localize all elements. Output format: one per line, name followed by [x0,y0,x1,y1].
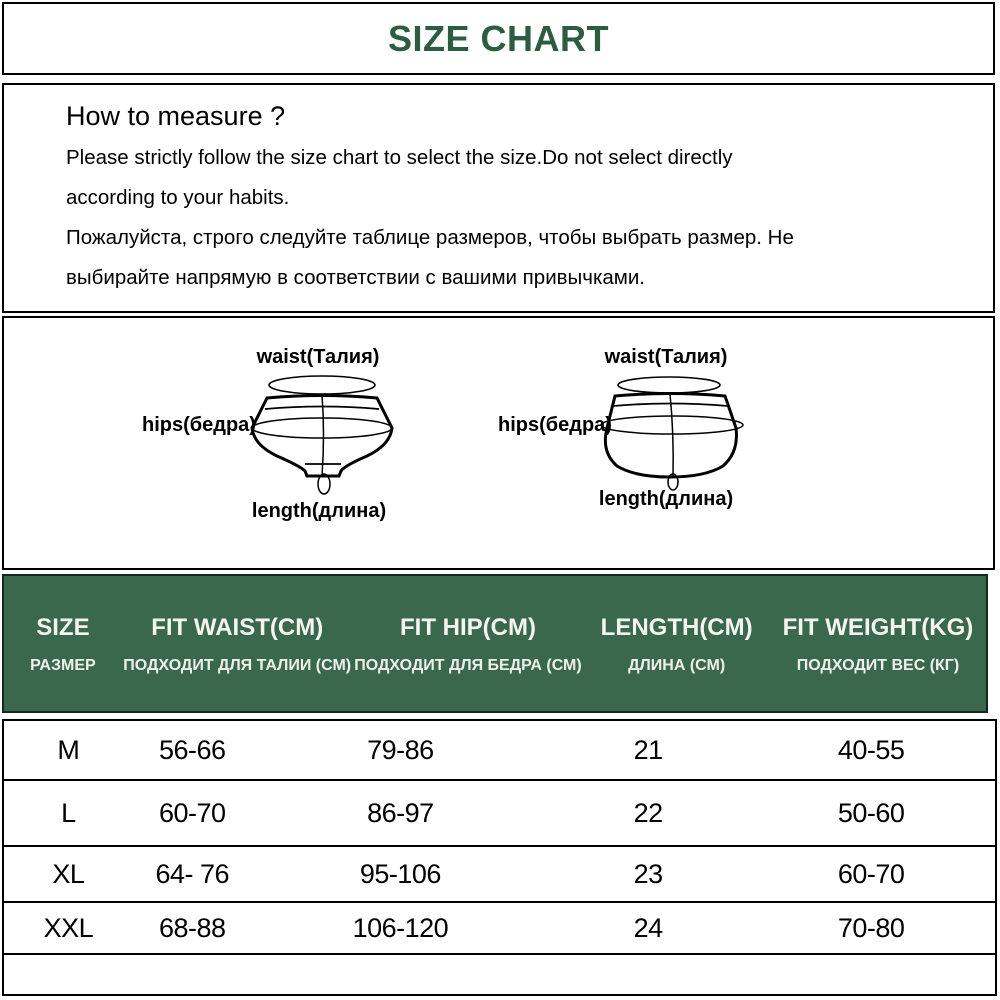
cell-hip: 86-97 [367,797,434,828]
table-row-empty [4,955,995,994]
how-to-measure-heading: How to measure ? [66,101,286,131]
column-header-en: FIT WEIGHT(KG) [782,614,974,641]
cell-waist: 56-66 [159,734,226,765]
cell-hip: 106-120 [352,912,449,943]
hips-label: hips(бедра) [498,414,612,436]
cell-hip: 95-106 [359,858,441,889]
brief-garment-icon [238,372,406,498]
cell-size: L [61,797,76,828]
measure-instruction-ru-line2: выбирайте напрямую в соответствии с вашими привычками. [66,266,646,289]
waist-label: waist(Талия) [256,346,380,368]
measure-instruction-en-line2: according to your habits. [66,186,290,209]
cell-waist: 60-70 [159,797,226,828]
waist-label: waist(Талия) [604,346,728,368]
cell-size: XXL [43,912,94,943]
cell-size: M [57,734,80,765]
size-table-body [2,719,997,996]
cell-weight: 50-60 [837,797,905,828]
size-table-header [2,574,988,713]
cell-length: 21 [633,734,663,765]
column-header-en: SIZE [36,614,90,641]
length-label: length(длина) [251,500,387,522]
cell-length: 23 [633,858,663,889]
hips-label: hips(бедра) [142,414,256,436]
cell-weight: 70-80 [837,912,905,943]
column-header-length [583,612,770,675]
length-label: length(длина) [598,488,734,510]
measure-instruction-en-line1: Please strictly follow the size chart to select the size.Do not select directly [66,146,733,169]
column-header-fit-weight [770,612,986,675]
column-header-en: FIT HIP(CM) [399,614,536,641]
column-header-ru: ДЛИНА (СМ) [628,657,726,674]
cell-length: 24 [633,912,663,943]
cell-waist: 64- 76 [155,858,230,889]
how-to-measure-section [2,83,995,313]
column-header-en: FIT WAIST(CM) [151,614,324,641]
size-chart-title-box [2,2,995,75]
page-title: SIZE CHART [388,17,609,59]
cell-size: XL [52,858,85,889]
column-header-fit-waist [122,612,353,675]
cell-waist: 68-88 [159,912,226,943]
column-header-en: LENGTH(CM) [600,614,753,641]
measure-instruction-ru-line1: Пожалуйста, строго следуйте таблице размеров, чтобы выбрать размер. Не [66,226,794,249]
boyshort-garment-icon [590,372,758,498]
column-header-ru: ПОДХОДИТ ДЛЯ ТАЛИИ (СМ) [123,657,352,674]
column-header-ru: ПОДХОДИТ ВЕС (КГ) [796,657,960,674]
table-row-m [4,721,995,781]
table-row-l [4,781,995,847]
column-header-fit-hip [353,612,584,675]
measurement-diagrams-panel [2,316,995,570]
cell-weight: 60-70 [837,858,905,889]
column-header-ru: РАЗМЕР [30,657,96,674]
table-row-xl [4,847,995,903]
column-header-ru: ПОДХОДИТ ДЛЯ БЕДРА (СМ) [354,657,582,674]
brief-diagram [138,342,438,557]
cell-length: 22 [633,797,663,828]
cell-hip: 79-86 [367,734,434,765]
column-header-size [4,612,122,675]
table-row-xxl [4,903,995,955]
cell-weight: 40-55 [837,734,905,765]
boyshort-diagram [490,342,790,557]
